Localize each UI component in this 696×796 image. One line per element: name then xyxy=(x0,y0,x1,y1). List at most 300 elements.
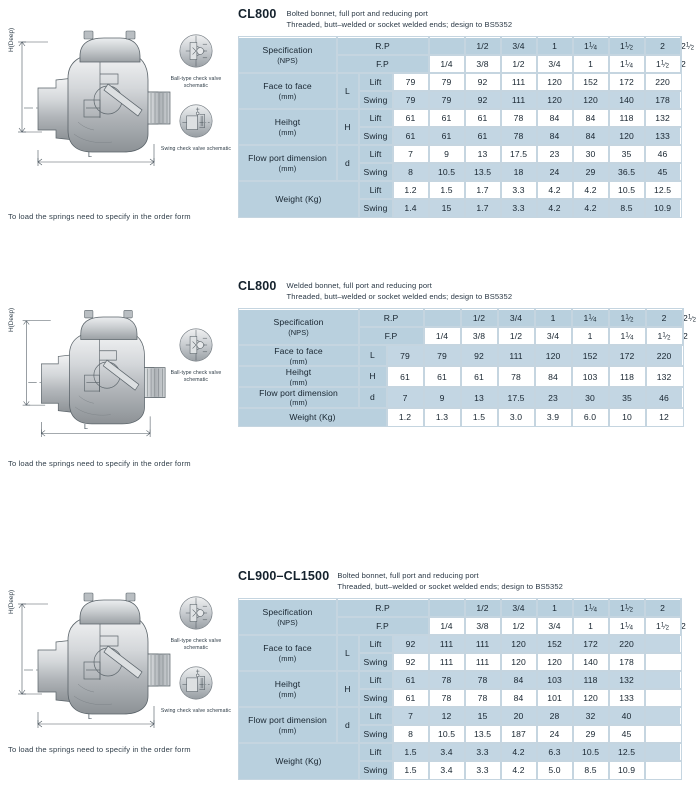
rp-size-4: $1^1⁄_4$ xyxy=(573,599,609,617)
row-subtype-lift: Lift xyxy=(359,635,393,653)
cell-1-0: 61 xyxy=(387,366,424,387)
class-description xyxy=(287,279,513,303)
valve-cross-section-drawing xyxy=(8,584,176,744)
cell-2-swing-1: 10.5 xyxy=(429,725,465,743)
schematic-ball xyxy=(158,328,234,384)
row-subtype-lift: Lift xyxy=(359,181,393,199)
cell-2-swing-7: 45 xyxy=(645,163,681,181)
table-column-2 xyxy=(236,272,696,520)
cell-2-lift-0: 7 xyxy=(393,707,429,725)
class-description xyxy=(337,569,563,593)
cell-0-swing-4: 120 xyxy=(537,91,573,109)
rp-size-2: 3/4 xyxy=(501,37,537,55)
rp-size-2: 3/4 xyxy=(501,599,537,617)
cell-0-1: 79 xyxy=(424,345,461,366)
cell-2-swing-2: 13.5 xyxy=(465,725,501,743)
rp-size-3: 1 xyxy=(535,309,572,327)
cell-1-swing-3: 84 xyxy=(501,689,537,707)
cell-2-swing-3: 18 xyxy=(501,163,537,181)
cell-3-lift-6: 12.5 xyxy=(609,743,645,761)
cell-3-swing-4: 4.2 xyxy=(537,199,573,217)
fp-size-3: 3/4 xyxy=(535,327,572,345)
table-row-fp: F.P 1/4 3/8 1/2 3/4 1 $1^1⁄_4$ $1^1⁄_2$ 2 xyxy=(239,617,681,635)
table-row-rp xyxy=(239,599,681,617)
cell-0-swing-3: 120 xyxy=(501,653,537,671)
fp-size-0: 1/4 xyxy=(424,327,461,345)
cell-2-lift-7 xyxy=(645,707,681,725)
dimension-label-length: L xyxy=(84,424,88,431)
cell-3-lift-0: 1.2 xyxy=(393,181,429,199)
rp-size-4: $1^1⁄_4$ xyxy=(572,309,609,327)
row-symbol-1: H xyxy=(337,109,359,145)
rp-size-1: 1/2 xyxy=(461,309,498,327)
cell-3-lift-1: 1.5 xyxy=(429,181,465,199)
rp-size-5: $1^1⁄_2$ xyxy=(609,309,646,327)
table-row-lift xyxy=(239,109,681,127)
schematic-caption: Ball-type check valve schematic xyxy=(170,638,222,652)
fp-size-1: 3/8 xyxy=(461,327,498,345)
ball-check-valve-icon xyxy=(179,34,213,73)
description-line-2: Threaded, butt–welded or socket welded ends; design to BS5352 xyxy=(286,292,513,302)
row-subtype-swing: Swing xyxy=(359,127,393,145)
cell-1-1: 61 xyxy=(424,366,461,387)
fp-size-2: 1/2 xyxy=(501,55,537,73)
rp-size-2: 3/4 xyxy=(498,309,535,327)
row-subtype-swing: Swing xyxy=(359,689,393,707)
cell-3-lift-7 xyxy=(645,743,681,761)
table-row-fp: F.P 1/4 3/8 1/2 3/4 1 $1^1⁄_4$ $1^1⁄_2$ 2 xyxy=(239,55,681,73)
row-label-2: Flow port dimension (mm) xyxy=(239,707,337,743)
cell-0-lift-5: 152 xyxy=(573,73,609,91)
cell-3-swing-2: 1.7 xyxy=(465,199,501,217)
cell-0-5: 152 xyxy=(572,345,609,366)
row-subtype-swing: Swing xyxy=(359,163,393,181)
cell-2-swing-3: 187 xyxy=(501,725,537,743)
cell-2-swing-1: 10.5 xyxy=(429,163,465,181)
row-label-specification: Specification (NPS) xyxy=(239,599,337,635)
cell-0-lift-0: 92 xyxy=(393,635,429,653)
table-row-1 xyxy=(239,366,683,387)
table-row-lift xyxy=(239,743,681,761)
rp-size-1: 1/2 xyxy=(465,599,501,617)
cell-1-lift-0: 61 xyxy=(393,671,429,689)
cell-1-lift-6: 118 xyxy=(609,109,645,127)
rp-size-6: 2 xyxy=(645,37,681,55)
row-subtype-swing: Swing xyxy=(359,653,393,671)
rp-size-6: 2 xyxy=(646,309,683,327)
cell-1-3: 78 xyxy=(498,366,535,387)
cell-2-lift-4: 23 xyxy=(537,145,573,163)
table-row-lift xyxy=(239,181,681,199)
table-row-fp: F.P 1/4 3/8 1/2 3/4 1 $1^1⁄_4$ $1^1⁄_2$ 2 xyxy=(239,327,683,345)
cell-3-0: 1.2 xyxy=(387,408,424,426)
table-column-1 xyxy=(236,0,695,265)
section-heading xyxy=(236,569,680,593)
cell-3-lift-5: 10.5 xyxy=(573,743,609,761)
row-symbol-0: L xyxy=(337,635,359,671)
cell-2-4: 23 xyxy=(535,387,572,408)
spec-section-3 xyxy=(0,562,686,796)
cell-3-swing-0: 1.4 xyxy=(393,199,429,217)
cell-0-2: 92 xyxy=(461,345,498,366)
header-fp: F.P xyxy=(337,617,429,635)
cell-2-7: 46 xyxy=(646,387,683,408)
cell-3-4: 3.9 xyxy=(535,408,572,426)
table-row-0 xyxy=(239,345,683,366)
cell-0-lift-2: 92 xyxy=(465,73,501,91)
rp-size-5: $1^1⁄_2$ xyxy=(609,37,645,55)
cell-0-swing-7 xyxy=(645,653,681,671)
cell-1-2: 61 xyxy=(461,366,498,387)
cell-2-swing-5: 29 xyxy=(573,163,609,181)
cell-1-lift-6: 132 xyxy=(609,671,645,689)
rp-size-3: 1 xyxy=(537,37,573,55)
specification-table xyxy=(238,309,696,427)
cell-0-lift-5: 172 xyxy=(573,635,609,653)
section-heading xyxy=(236,279,680,303)
row-subtype-lift: Lift xyxy=(359,109,393,127)
cell-2-lift-2: 15 xyxy=(465,707,501,725)
dimension-label-height: H(Deep) xyxy=(8,589,15,614)
cell-0-swing-2: 92 xyxy=(465,91,501,109)
schematic-swing xyxy=(158,104,234,153)
cell-3-swing-0: 1.5 xyxy=(393,761,429,779)
cell-3-6: 10 xyxy=(609,408,646,426)
cell-3-lift-4: 4.2 xyxy=(537,181,573,199)
cell-1-lift-5: 118 xyxy=(573,671,609,689)
spec-section-2 xyxy=(0,272,696,520)
table-row-lift xyxy=(239,145,681,163)
schematic-caption: Ball-type check valve schematic xyxy=(170,76,222,90)
cell-0-7: 220 xyxy=(646,345,683,366)
spec-section-1 xyxy=(0,0,695,265)
cell-3-swing-3: 3.3 xyxy=(501,199,537,217)
cell-3-3: 3.0 xyxy=(498,408,535,426)
illustration-column-3 xyxy=(0,562,236,796)
cell-3-swing-2: 3.3 xyxy=(465,761,501,779)
row-subtype-lift: Lift xyxy=(359,707,393,725)
specification-table xyxy=(238,599,686,780)
cell-3-lift-4: 6.3 xyxy=(537,743,573,761)
table-row-lift xyxy=(239,73,681,91)
cell-0-4: 120 xyxy=(535,345,572,366)
cell-2-lift-3: 17.5 xyxy=(501,145,537,163)
swing-check-valve-icon xyxy=(179,666,213,705)
cell-1-4: 84 xyxy=(535,366,572,387)
valve-cross-section-drawing xyxy=(8,302,176,452)
table-row-lift xyxy=(239,671,681,689)
cell-3-lift-3: 4.2 xyxy=(501,743,537,761)
rp-size-6: 2 xyxy=(645,599,681,617)
cell-0-lift-7: 220 xyxy=(645,73,681,91)
table-column-3 xyxy=(236,562,686,796)
specification-table xyxy=(238,37,695,218)
fp-size-6: $1^1⁄_2$ xyxy=(645,55,681,73)
fp-size-4: 1 xyxy=(572,327,609,345)
cell-2-swing-5: 29 xyxy=(573,725,609,743)
cell-1-6: 118 xyxy=(609,366,646,387)
order-form-footnote: To load the springs need to specify in the order form xyxy=(8,212,191,221)
cell-2-lift-2: 13 xyxy=(465,145,501,163)
cell-0-swing-6: 140 xyxy=(609,91,645,109)
dimension-label-height: H(Deep) xyxy=(8,307,15,332)
rp-size-3: 1 xyxy=(537,599,573,617)
row-label-3: Weight (Kg) xyxy=(239,743,359,779)
cell-1-swing-7 xyxy=(645,689,681,707)
cell-1-lift-1: 61 xyxy=(429,109,465,127)
rp-size-0 xyxy=(429,37,465,55)
cell-1-lift-3: 78 xyxy=(501,109,537,127)
row-subtype-swing: Swing xyxy=(359,91,393,109)
cell-0-swing-2: 111 xyxy=(465,653,501,671)
cell-3-lift-6: 10.5 xyxy=(609,181,645,199)
row-label-3: Weight (Kg) xyxy=(239,181,359,217)
cell-0-swing-3: 111 xyxy=(501,91,537,109)
cell-1-7: 132 xyxy=(646,366,683,387)
header-fp: F.P xyxy=(337,55,429,73)
cell-1-lift-7: 132 xyxy=(645,109,681,127)
fp-size-3: 3/4 xyxy=(537,55,573,73)
cell-3-lift-5: 4.2 xyxy=(573,181,609,199)
cell-1-swing-6: 120 xyxy=(609,127,645,145)
row-label-0: Face to face (mm) xyxy=(239,345,359,366)
row-subtype-swing: Swing xyxy=(359,199,393,217)
row-symbol-2: d xyxy=(337,707,359,743)
fp-size-2: 1/2 xyxy=(501,617,537,635)
cell-0-lift-6: 220 xyxy=(609,635,645,653)
cell-2-swing-0: 8 xyxy=(393,163,429,181)
illustration-column-2 xyxy=(0,272,236,520)
class-description xyxy=(287,7,513,31)
schematic-legend xyxy=(158,596,234,715)
row-label-2: Flow port dimension (mm) xyxy=(239,145,337,181)
valve-cross-section-drawing xyxy=(8,22,176,182)
cell-2-swing-4: 24 xyxy=(537,725,573,743)
order-form-footnote: To load the springs need to specify in the order form xyxy=(8,745,191,754)
cell-2-lift-5: 32 xyxy=(573,707,609,725)
cell-3-swing-6: 10.9 xyxy=(609,761,645,779)
cell-0-swing-5: 140 xyxy=(573,653,609,671)
cell-2-swing-6: 45 xyxy=(609,725,645,743)
cell-0-swing-0: 92 xyxy=(393,653,429,671)
cell-0-lift-1: 79 xyxy=(429,73,465,91)
schematic-legend xyxy=(158,34,234,153)
fp-size-6: $1^1⁄_2$ xyxy=(646,327,683,345)
cell-0-6: 172 xyxy=(609,345,646,366)
cell-0-lift-2: 111 xyxy=(465,635,501,653)
cell-3-2: 1.5 xyxy=(461,408,498,426)
cell-1-swing-7: 133 xyxy=(645,127,681,145)
row-symbol-1: H xyxy=(359,366,387,387)
fp-size-5: $1^1⁄_4$ xyxy=(609,55,645,73)
cell-1-5: 103 xyxy=(572,366,609,387)
rp-size-5: $1^1⁄_2$ xyxy=(609,599,645,617)
class-name: CL900–CL1500 xyxy=(238,569,330,583)
cell-1-lift-4: 84 xyxy=(537,109,573,127)
cell-1-swing-0: 61 xyxy=(393,127,429,145)
cell-0-swing-7: 178 xyxy=(645,91,681,109)
dimension-label-length: L xyxy=(88,714,92,721)
dimension-label-height: H(Deep) xyxy=(8,27,15,52)
section-heading xyxy=(236,7,680,31)
table-row-rp: Specification (NPS) R.P 1/2 3/4 1 $1^1⁄_4$ $1^1⁄_2$ 2 $2^1⁄_2$ xyxy=(239,309,683,327)
cell-2-swing-4: 24 xyxy=(537,163,573,181)
row-symbol-0: L xyxy=(337,73,359,109)
cell-2-swing-2: 13.5 xyxy=(465,163,501,181)
cell-0-swing-4: 120 xyxy=(537,653,573,671)
row-label-1: Heihgt (mm) xyxy=(239,366,359,387)
schematic-swing xyxy=(158,666,234,715)
schematic-caption: Swing check valve schematic xyxy=(160,708,232,715)
rp-size-4: $1^1⁄_4$ xyxy=(573,37,609,55)
cell-3-lift-2: 3.3 xyxy=(465,743,501,761)
cell-1-swing-5: 120 xyxy=(573,689,609,707)
cell-3-lift-7: 12.5 xyxy=(645,181,681,199)
cell-3-1: 1.3 xyxy=(424,408,461,426)
row-label-0: Face to face (mm) xyxy=(239,635,337,671)
description-line-2: Threaded, butt–welded or socket welded ends; design to BS5352 xyxy=(286,20,513,30)
row-symbol-2: d xyxy=(337,145,359,181)
cell-0-swing-5: 120 xyxy=(573,91,609,109)
cell-1-swing-2: 61 xyxy=(465,127,501,145)
schematic-legend xyxy=(158,328,234,384)
order-form-footnote: To load the springs need to specify in the order form xyxy=(8,459,191,468)
row-subtype-swing: Swing xyxy=(359,725,393,743)
row-label-0: Face to face (mm) xyxy=(239,73,337,109)
cell-1-swing-1: 61 xyxy=(429,127,465,145)
cell-2-lift-0: 7 xyxy=(393,145,429,163)
cell-1-swing-3: 78 xyxy=(501,127,537,145)
cell-3-lift-2: 1.7 xyxy=(465,181,501,199)
dimension-label-length: L xyxy=(88,152,92,159)
row-symbol-2: d xyxy=(359,387,387,408)
cell-0-lift-0: 79 xyxy=(393,73,429,91)
fp-size-6: $1^1⁄_2$ xyxy=(645,617,681,635)
cell-3-swing-1: 15 xyxy=(429,199,465,217)
cell-1-swing-4: 84 xyxy=(537,127,573,145)
table-row-lift xyxy=(239,635,681,653)
table-row-2 xyxy=(239,387,683,408)
cell-2-lift-5: 30 xyxy=(573,145,609,163)
description-line-1: Bolted bonnet, full port and reducing port xyxy=(337,571,479,580)
cell-3-swing-5: 8.5 xyxy=(573,761,609,779)
cell-3-5: 6.0 xyxy=(572,408,609,426)
row-label-specification: Specification (NPS) xyxy=(239,309,359,345)
cell-0-swing-0: 79 xyxy=(393,91,429,109)
cell-0-lift-1: 111 xyxy=(429,635,465,653)
cell-1-swing-6: 133 xyxy=(609,689,645,707)
cell-1-lift-5: 84 xyxy=(573,109,609,127)
table-row-3 xyxy=(239,408,683,426)
ball-check-valve-icon xyxy=(179,328,213,367)
row-subtype-swing: Swing xyxy=(359,761,393,779)
row-symbol-0: L xyxy=(359,345,387,366)
row-subtype-lift: Lift xyxy=(359,743,393,761)
cell-0-0: 79 xyxy=(387,345,424,366)
cell-0-lift-4: 152 xyxy=(537,635,573,653)
description-line-1: Welded bonnet, full port and reducing port xyxy=(286,281,433,290)
fp-size-0: 1/4 xyxy=(429,617,465,635)
cell-3-lift-1: 3.4 xyxy=(429,743,465,761)
cell-2-1: 9 xyxy=(424,387,461,408)
fp-size-4: 1 xyxy=(573,55,609,73)
description-line-1: Bolted bonnet, full port and reducing port xyxy=(286,9,428,18)
cell-2-lift-4: 28 xyxy=(537,707,573,725)
cell-3-lift-0: 1.5 xyxy=(393,743,429,761)
table-row-lift xyxy=(239,707,681,725)
cell-3-swing-7: 10.9 xyxy=(645,199,681,217)
cell-1-swing-2: 78 xyxy=(465,689,501,707)
cell-0-lift-7 xyxy=(645,635,681,653)
cell-2-5: 30 xyxy=(572,387,609,408)
schematic-ball xyxy=(158,596,234,652)
cell-2-swing-7 xyxy=(645,725,681,743)
cell-2-lift-6: 40 xyxy=(609,707,645,725)
illustration-column-1 xyxy=(0,0,236,265)
cell-3-lift-3: 3.3 xyxy=(501,181,537,199)
cell-0-lift-6: 172 xyxy=(609,73,645,91)
class-name: CL800 xyxy=(238,7,277,21)
cell-1-swing-0: 61 xyxy=(393,689,429,707)
cell-1-lift-7 xyxy=(645,671,681,689)
cell-0-lift-4: 120 xyxy=(537,73,573,91)
cell-2-0: 7 xyxy=(387,387,424,408)
cell-1-swing-4: 101 xyxy=(537,689,573,707)
row-label-specification: Specification (NPS) xyxy=(239,37,337,73)
cell-1-lift-1: 78 xyxy=(429,671,465,689)
rp-size-1: 1/2 xyxy=(465,37,501,55)
schematic-ball xyxy=(158,34,234,90)
cell-3-swing-6: 8.5 xyxy=(609,199,645,217)
swing-check-valve-icon xyxy=(179,104,213,143)
rp-size-0 xyxy=(424,309,461,327)
cell-0-swing-6: 178 xyxy=(609,653,645,671)
cell-3-swing-1: 3.4 xyxy=(429,761,465,779)
cell-0-swing-1: 111 xyxy=(429,653,465,671)
header-rp: R.P xyxy=(359,309,424,327)
cell-2-lift-7: 46 xyxy=(645,145,681,163)
fp-size-1: 3/8 xyxy=(465,55,501,73)
row-label-2: Flow port dimension (mm) xyxy=(239,387,359,408)
cell-2-lift-3: 20 xyxy=(501,707,537,725)
cell-2-swing-0: 8 xyxy=(393,725,429,743)
fp-size-5: $1^1⁄_4$ xyxy=(609,327,646,345)
fp-size-4: 1 xyxy=(573,617,609,635)
cell-2-lift-1: 9 xyxy=(429,145,465,163)
row-symbol-1: H xyxy=(337,671,359,707)
fp-size-5: $1^1⁄_4$ xyxy=(609,617,645,635)
fp-size-3: 3/4 xyxy=(537,617,573,635)
cell-3-swing-5: 4.2 xyxy=(573,199,609,217)
rp-size-0 xyxy=(429,599,465,617)
table-row-rp: Specification (NPS) R.P 1/2 3/4 1 $1^1⁄_4$ $1^1⁄_2$ 2 $2^1⁄_2$ xyxy=(239,37,681,55)
cell-2-lift-6: 35 xyxy=(609,145,645,163)
cell-1-lift-0: 61 xyxy=(393,109,429,127)
cell-3-7: 12 xyxy=(646,408,683,426)
row-subtype-lift: Lift xyxy=(359,73,393,91)
cell-1-lift-2: 78 xyxy=(465,671,501,689)
header-rp: R.P xyxy=(337,599,429,617)
cell-2-swing-6: 36.5 xyxy=(609,163,645,181)
cell-1-lift-4: 103 xyxy=(537,671,573,689)
cell-2-lift-1: 12 xyxy=(429,707,465,725)
cell-0-3: 111 xyxy=(498,345,535,366)
ball-check-valve-icon xyxy=(179,596,213,635)
cell-0-swing-1: 79 xyxy=(429,91,465,109)
cell-2-6: 35 xyxy=(609,387,646,408)
cell-1-swing-1: 78 xyxy=(429,689,465,707)
header-fp: F.P xyxy=(359,327,424,345)
